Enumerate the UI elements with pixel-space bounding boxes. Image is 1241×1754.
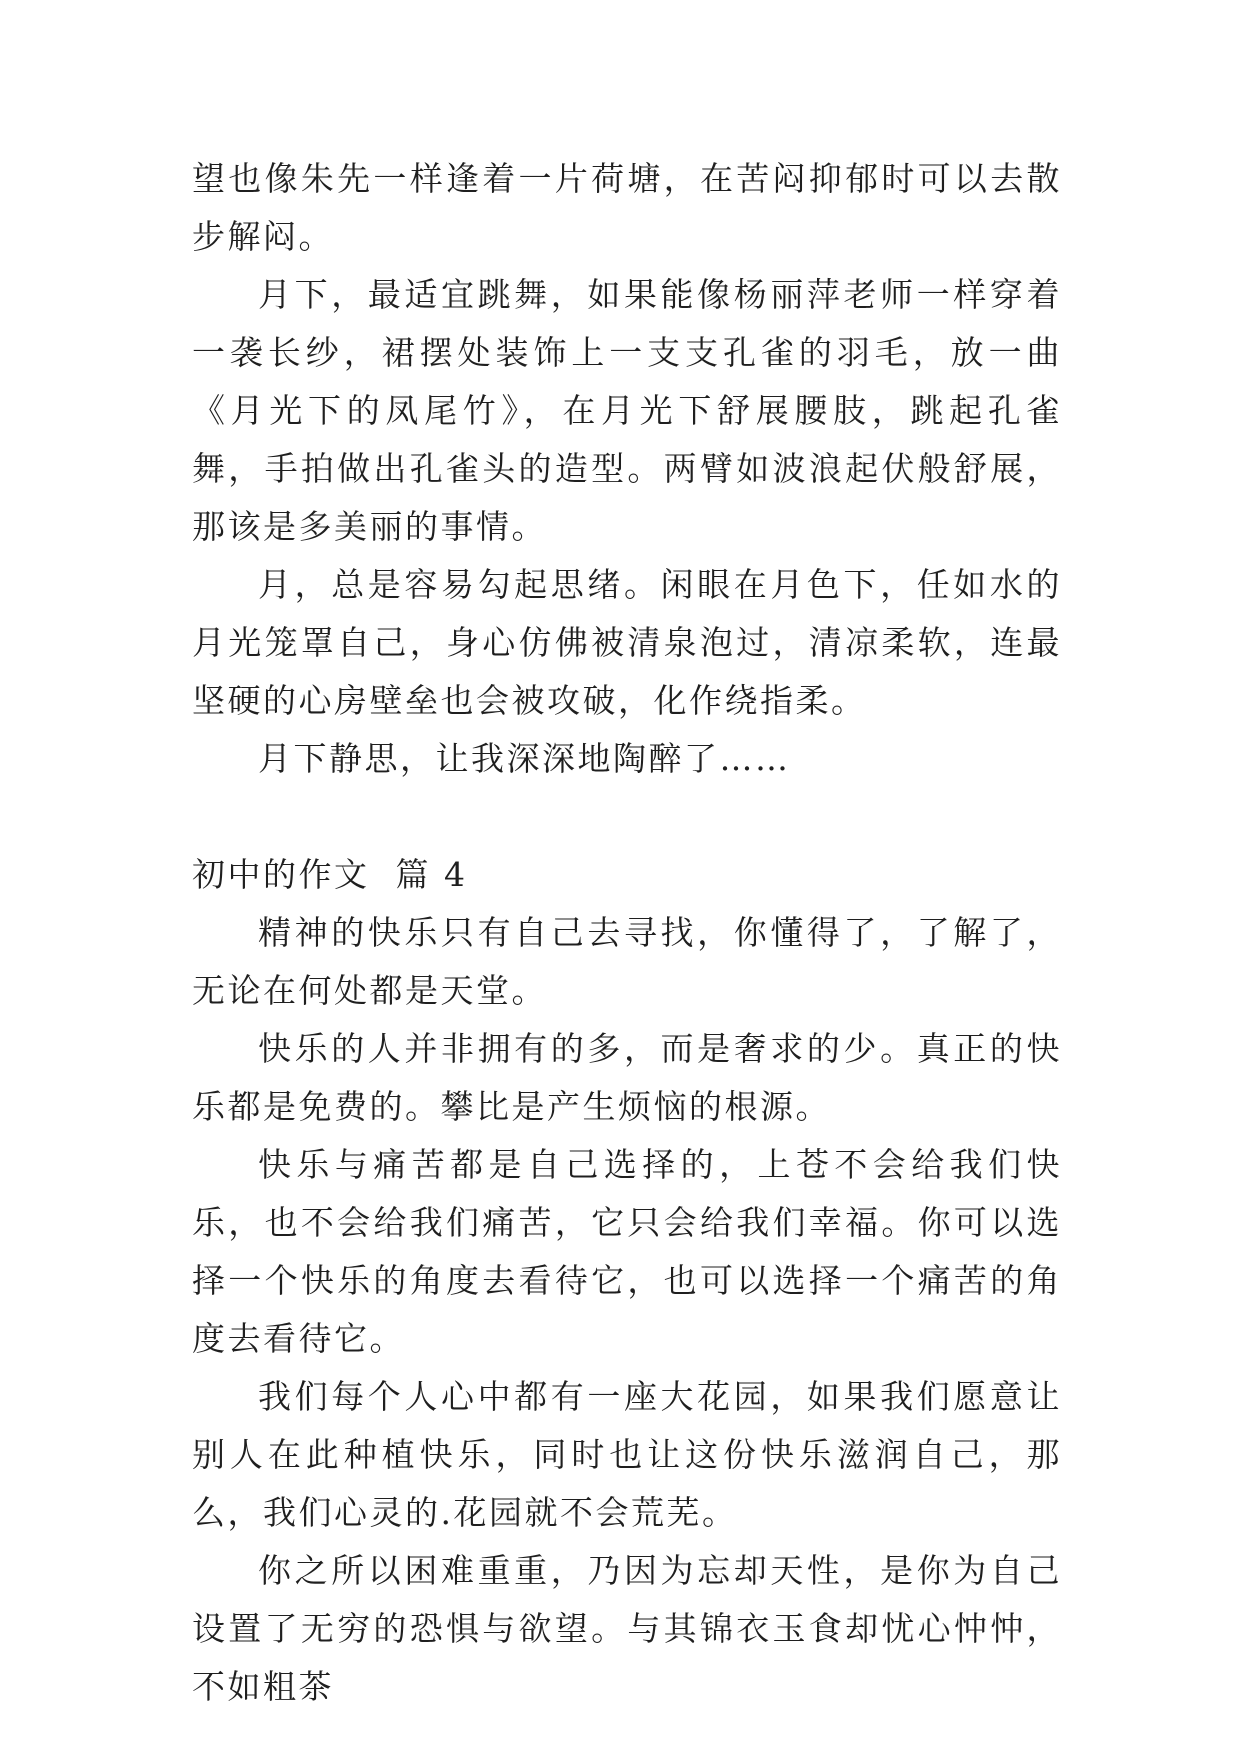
paragraph: 我们每个人心中都有一座大花园，如果我们愿意让别人在此种植快乐，同时也让这份快乐滋润自己，那么，我们心灵的.花园就不会荒芜。	[192, 1377, 1062, 1532]
paragraph-continued: 望也像朱先一样逢着一片荷塘，在苦闷抑郁时可以去散步解闷。	[192, 159, 1062, 256]
paragraph: 月下静思，让我深深地陶醉了……	[258, 739, 791, 778]
paragraph: 精神的快乐只有自己去寻找，你懂得了，了解了，无论在何处都是天堂。	[192, 913, 1062, 1010]
paragraph: 月下，最适宜跳舞，如果能像杨丽萍老师一样穿着一袭长纱，裙摆处装饰上一支支孔雀的羽毛，放一曲《月光下的凤尾竹》，在月光下舒展腰肢，跳起孔雀舞，手拍做出孔雀头的造型。两臂如波浪起伏般舒展，那该是多美丽的事情。	[192, 275, 1062, 546]
paragraph: 你之所以困难重重，乃因为忘却天性，是你为自己设置了无穷的恐惧与欲望。与其锦衣玉食却忧心忡忡，不如粗茶	[192, 1551, 1062, 1706]
document-body	[192, 150, 1062, 1716]
section-heading: 初中的作文 篇 4	[192, 855, 468, 894]
paragraph: 月，总是容易勾起思绪。闲眼在月色下，任如水的月光笼罩自己，身心仿佛被清泉泡过，清凉柔软，连最坚硬的心房壁垒也会被攻破，化作绕指柔。	[192, 565, 1062, 720]
paragraph: 快乐与痛苦都是自己选择的，上苍不会给我们快乐，也不会给我们痛苦，它只会给我们幸福。你可以选择一个快乐的角度去看待它，也可以选择一个痛苦的角度去看待它。	[192, 1145, 1062, 1358]
paragraph: 快乐的人并非拥有的多，而是奢求的少。真正的快乐都是免费的。攀比是产生烦恼的根源。	[192, 1029, 1062, 1126]
